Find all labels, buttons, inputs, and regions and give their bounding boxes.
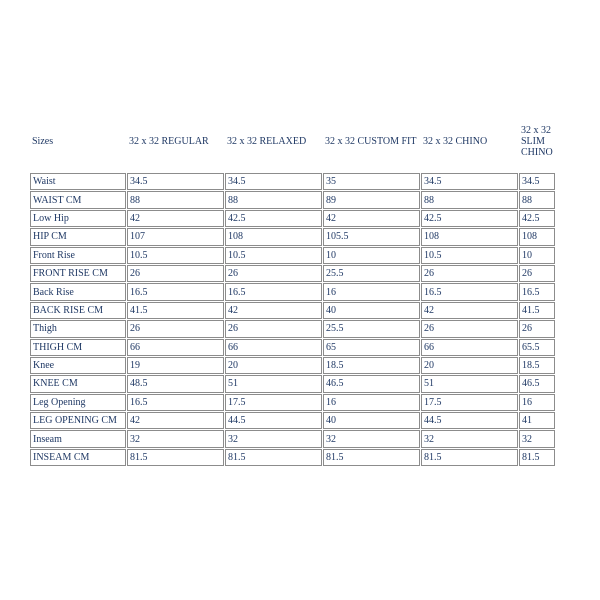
size-value-cell: 46.5 — [519, 375, 555, 392]
size-value-cell: 48.5 — [127, 375, 224, 392]
row-label-cell: LEG OPENING CM — [30, 412, 126, 429]
size-value-cell: 42.5 — [421, 210, 518, 227]
row-label-cell: FRONT RISE CM — [30, 265, 126, 282]
size-value-cell: 34.5 — [519, 173, 555, 190]
size-value-cell: 34.5 — [225, 173, 322, 190]
size-value-cell: 10.5 — [421, 247, 518, 264]
column-header-slim-chino: 32 x 32 SLIM CHINO — [521, 125, 553, 158]
table-row — [30, 210, 555, 227]
size-value-cell: 42 — [225, 302, 322, 319]
size-value-cell: 88 — [519, 191, 555, 208]
size-value-cell: 108 — [519, 228, 555, 245]
size-value-cell: 16.5 — [519, 283, 555, 300]
size-value-cell: 25.5 — [323, 265, 420, 282]
size-value-cell: 16 — [323, 283, 420, 300]
size-value-cell: 20 — [225, 357, 322, 374]
table-row — [30, 247, 555, 264]
table-row — [30, 430, 555, 447]
table-row — [30, 375, 555, 392]
row-label-cell: KNEE CM — [30, 375, 126, 392]
size-value-cell: 81.5 — [323, 449, 420, 466]
row-label-cell: Front Rise — [30, 247, 126, 264]
table-row — [30, 357, 555, 374]
size-value-cell: 25.5 — [323, 320, 420, 337]
table-row — [30, 228, 555, 245]
size-value-cell: 81.5 — [519, 449, 555, 466]
table-row — [30, 191, 555, 208]
size-value-cell: 26 — [127, 320, 224, 337]
table-row — [30, 449, 555, 466]
row-label-cell: Waist — [30, 173, 126, 190]
size-value-cell: 42 — [323, 210, 420, 227]
table-row — [30, 173, 555, 190]
size-value-cell: 65.5 — [519, 339, 555, 356]
table-row — [30, 302, 555, 319]
size-value-cell: 32 — [519, 430, 555, 447]
size-chart-header — [30, 111, 555, 172]
size-value-cell: 16.5 — [421, 283, 518, 300]
size-value-cell: 40 — [323, 302, 420, 319]
size-value-cell: 42 — [127, 412, 224, 429]
column-header-chino: 32 x 32 CHINO — [423, 136, 488, 147]
size-value-cell: 16.5 — [225, 283, 322, 300]
size-value-cell: 16 — [519, 394, 555, 411]
size-value-cell: 42.5 — [225, 210, 322, 227]
table-row — [30, 412, 555, 429]
size-value-cell: 26 — [421, 320, 518, 337]
row-label-cell: THIGH CM — [30, 339, 126, 356]
column-header-regular: 32 x 32 REGULAR — [129, 136, 209, 147]
size-value-cell: 89 — [323, 191, 420, 208]
size-value-cell: 51 — [421, 375, 518, 392]
size-value-cell: 42 — [421, 302, 518, 319]
size-value-cell: 40 — [323, 412, 420, 429]
size-value-cell: 32 — [421, 430, 518, 447]
size-value-cell: 44.5 — [421, 412, 518, 429]
table-row — [30, 394, 555, 411]
size-value-cell: 66 — [225, 339, 322, 356]
row-label-cell: WAIST CM — [30, 191, 126, 208]
size-value-cell: 88 — [127, 191, 224, 208]
row-label-cell: INSEAM CM — [30, 449, 126, 466]
size-value-cell: 26 — [519, 265, 555, 282]
size-value-cell: 108 — [225, 228, 322, 245]
size-value-cell: 32 — [127, 430, 224, 447]
size-value-cell: 10.5 — [127, 247, 224, 264]
size-value-cell: 107 — [127, 228, 224, 245]
size-value-cell: 34.5 — [127, 173, 224, 190]
size-value-cell: 105.5 — [323, 228, 420, 245]
header-row — [30, 111, 555, 172]
size-value-cell: 66 — [421, 339, 518, 356]
size-value-cell: 35 — [323, 173, 420, 190]
row-label-cell: HIP CM — [30, 228, 126, 245]
size-value-cell: 20 — [421, 357, 518, 374]
table-row — [30, 283, 555, 300]
column-header-relaxed: 32 x 32 RELAXED — [227, 136, 307, 147]
table-row — [30, 320, 555, 337]
row-label-cell: Low Hip — [30, 210, 126, 227]
size-value-cell: 108 — [421, 228, 518, 245]
size-value-cell: 17.5 — [421, 394, 518, 411]
size-value-cell: 66 — [127, 339, 224, 356]
size-value-cell: 10 — [519, 247, 555, 264]
size-value-cell: 44.5 — [225, 412, 322, 429]
size-value-cell: 81.5 — [127, 449, 224, 466]
size-value-cell: 81.5 — [421, 449, 518, 466]
size-value-cell: 88 — [225, 191, 322, 208]
size-value-cell: 46.5 — [323, 375, 420, 392]
size-value-cell: 10 — [323, 247, 420, 264]
size-value-cell: 32 — [323, 430, 420, 447]
size-value-cell: 51 — [225, 375, 322, 392]
size-value-cell: 42.5 — [519, 210, 555, 227]
size-table-body — [30, 173, 555, 466]
corner-label: Sizes — [32, 136, 54, 147]
size-value-cell: 17.5 — [225, 394, 322, 411]
row-label-cell: Knee — [30, 357, 126, 374]
size-value-cell: 19 — [127, 357, 224, 374]
column-header-custom-fit: 32 x 32 CUSTOM FIT — [325, 136, 417, 147]
size-value-cell: 18.5 — [519, 357, 555, 374]
size-value-cell: 26 — [225, 320, 322, 337]
size-value-cell: 88 — [421, 191, 518, 208]
size-value-cell: 41 — [519, 412, 555, 429]
size-value-cell: 26 — [225, 265, 322, 282]
size-value-cell: 26 — [421, 265, 518, 282]
size-value-cell: 16.5 — [127, 283, 224, 300]
size-value-cell: 26 — [127, 265, 224, 282]
row-label-cell: Thigh — [30, 320, 126, 337]
size-value-cell: 26 — [519, 320, 555, 337]
size-value-cell: 34.5 — [421, 173, 518, 190]
row-label-cell: BACK RISE CM — [30, 302, 126, 319]
row-label-cell: Inseam — [30, 430, 126, 447]
size-value-cell: 16.5 — [127, 394, 224, 411]
size-value-cell: 42 — [127, 210, 224, 227]
size-value-cell: 81.5 — [225, 449, 322, 466]
size-value-cell: 41.5 — [127, 302, 224, 319]
row-label-cell: Back Rise — [30, 283, 126, 300]
table-row — [30, 265, 555, 282]
size-value-cell: 10.5 — [225, 247, 322, 264]
size-chart-container — [29, 110, 556, 467]
size-value-cell: 18.5 — [323, 357, 420, 374]
size-value-cell: 41.5 — [519, 302, 555, 319]
size-value-cell: 65 — [323, 339, 420, 356]
size-chart-table — [29, 110, 556, 467]
row-label-cell: Leg Opening — [30, 394, 126, 411]
size-value-cell: 16 — [323, 394, 420, 411]
table-row — [30, 339, 555, 356]
size-value-cell: 32 — [225, 430, 322, 447]
